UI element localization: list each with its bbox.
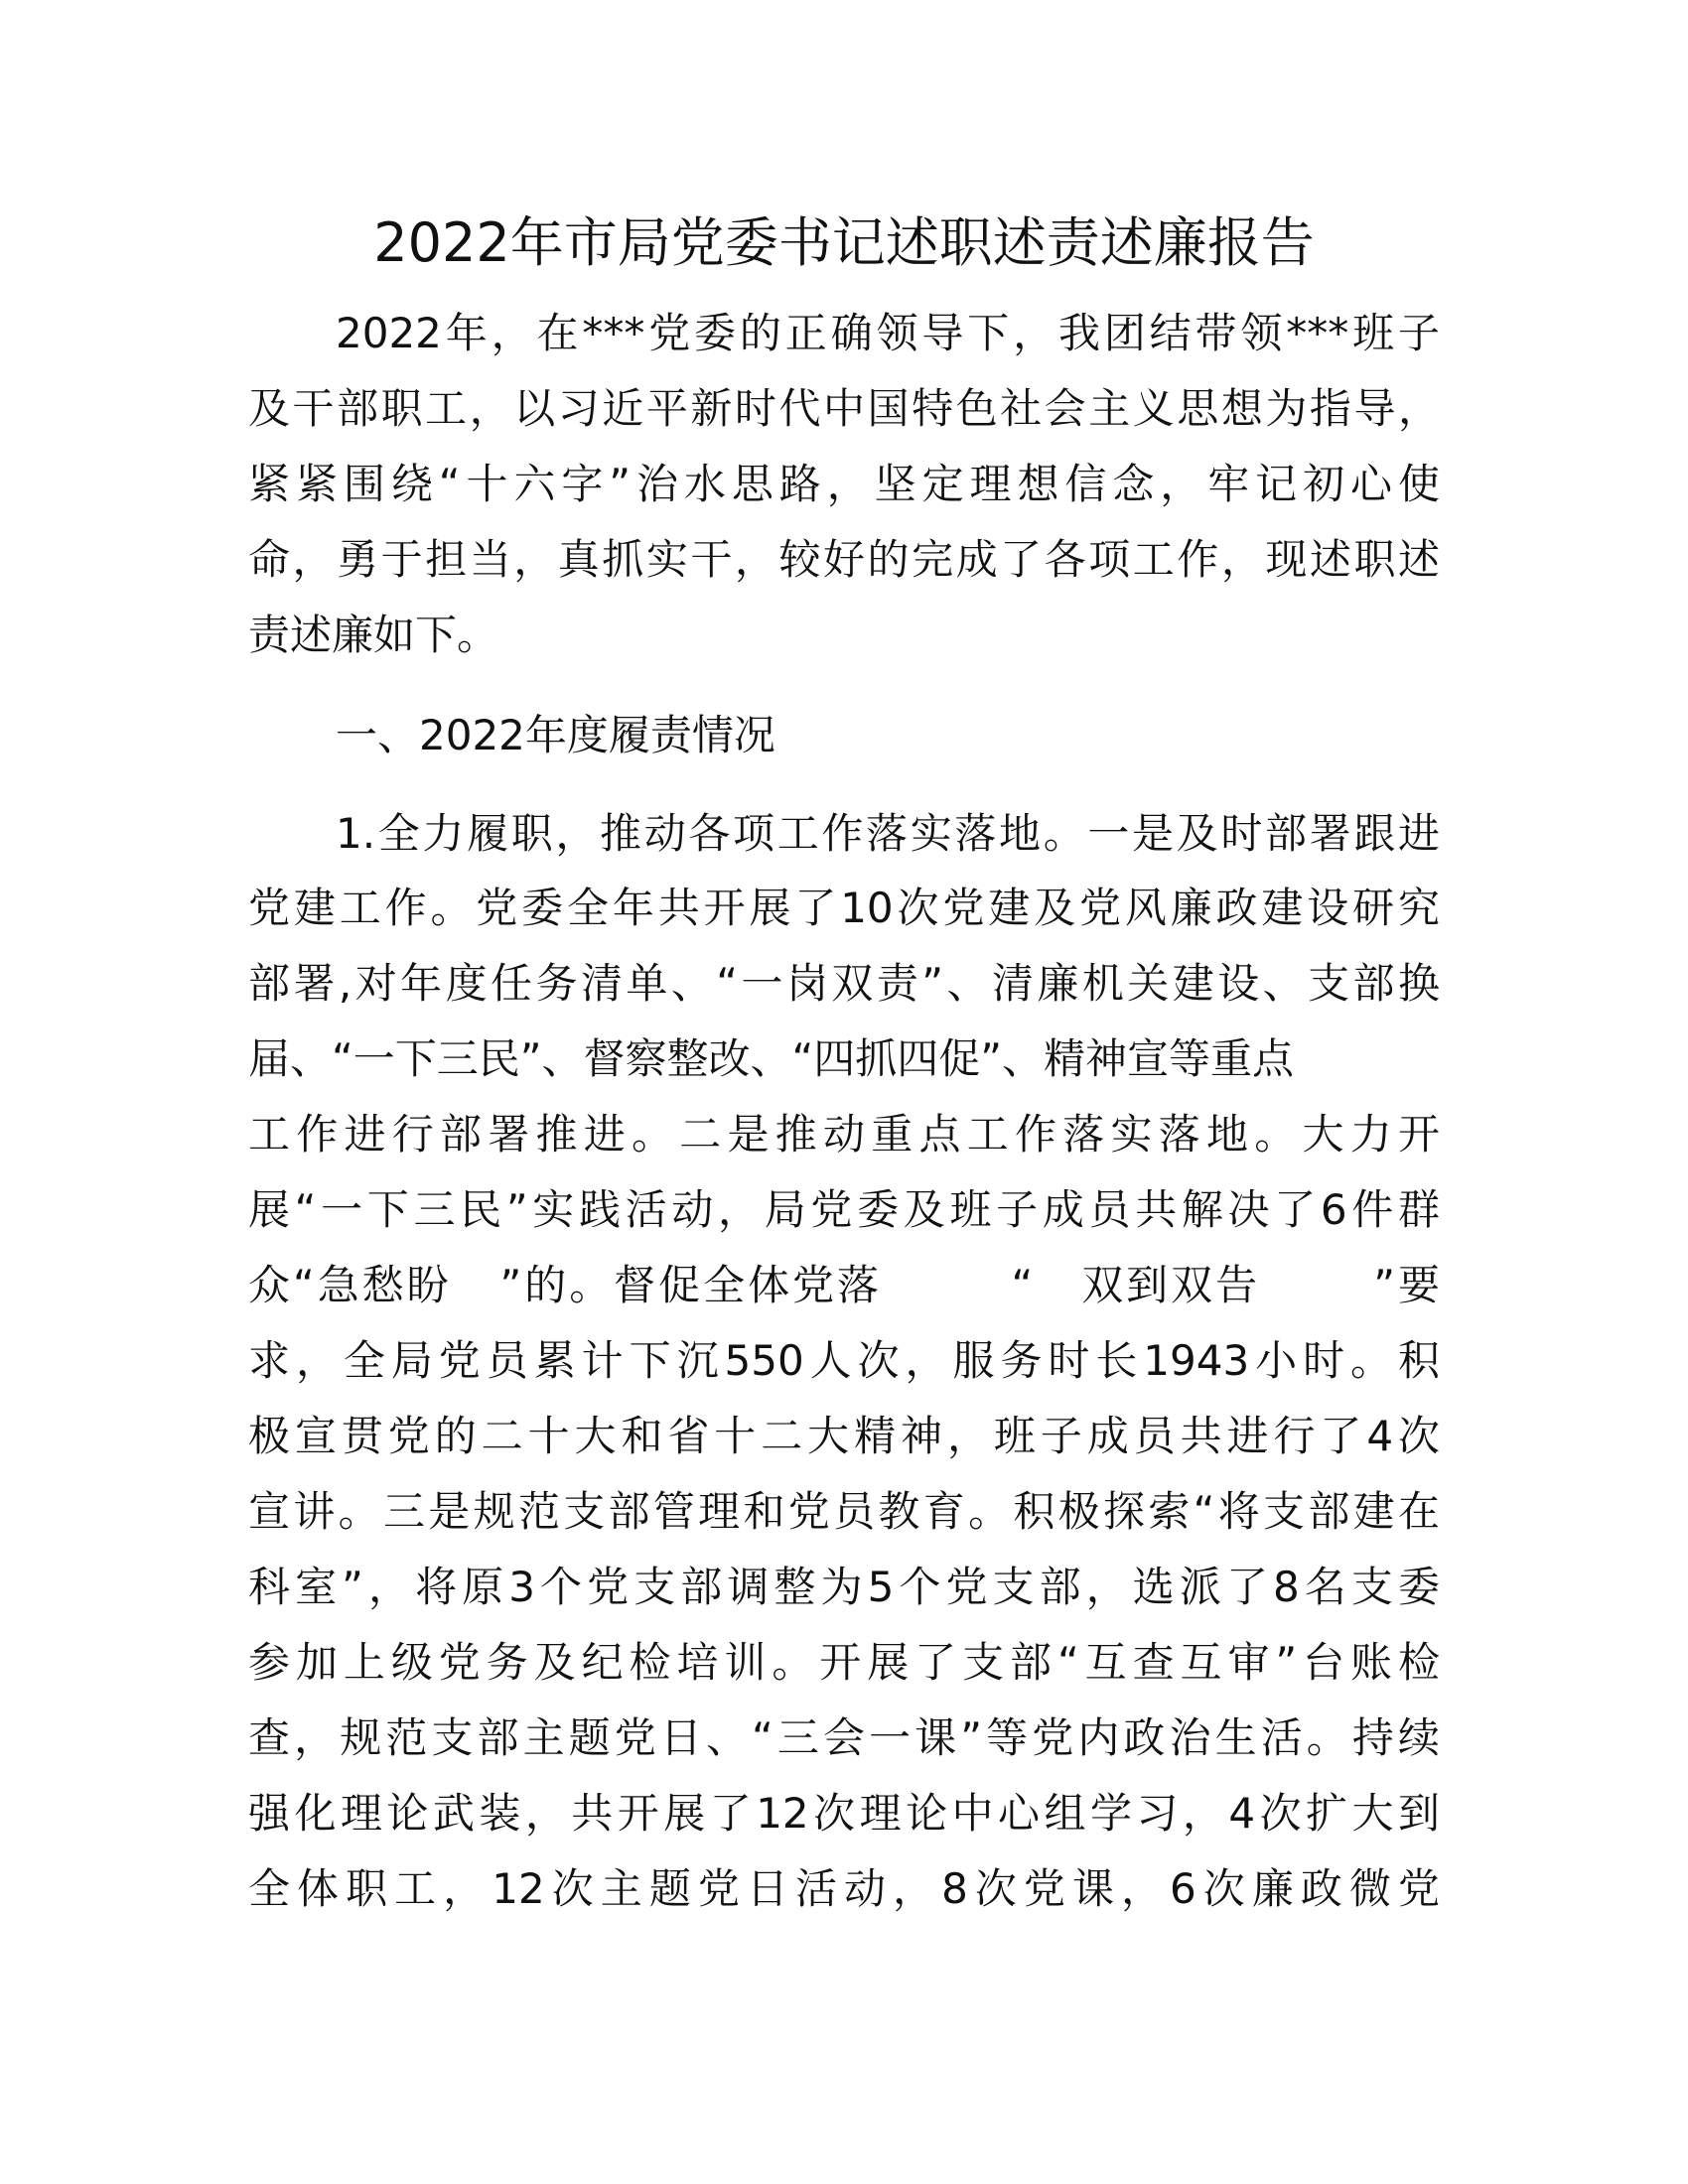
paragraph-2-line-2: 党建工作。党委全年共开展了10次党建及党风廉政建设研究 bbox=[248, 884, 1440, 932]
paragraph-2-line-7: 众“急愁盼 ”的。督促全体党落 “ 双到双告 ”要 bbox=[248, 1261, 1440, 1309]
paragraph-1-line-1: 2022年，在***党委的正确领导下，我团结带领***班子 bbox=[336, 309, 1440, 357]
document-title: 2022年市局党委书记述职述责述廉报告 bbox=[373, 211, 1315, 274]
paragraph-2-line-5: 工作进行部署推进。二是推动重点工作落实落地。大力开 bbox=[248, 1110, 1440, 1159]
paragraph-2-line-9: 极宣贯党的二十大和省十二大精神，班子成员共进行了4次 bbox=[248, 1412, 1440, 1460]
paragraph-2-line-13: 查，规范支部主题党日、“三会一课”等党内政治生活。持续 bbox=[248, 1713, 1440, 1762]
paragraph-2-line-15: 全体职工，12次主题党日活动，8次党课，6次廉政微党 bbox=[248, 1864, 1440, 1913]
section-heading: 一、2022年度履责情况 bbox=[336, 711, 775, 759]
paragraph-2-line-11: 科室”，将原3个党支部调整为5个党支部，选派了8名支委 bbox=[248, 1563, 1440, 1611]
paragraph-2-line-6: 展“一下三民”实践活动，局党委及班子成员共解决了6件群 bbox=[248, 1185, 1440, 1234]
paragraph-1-line-4: 命，勇于担当，真抓实干，较好的完成了各项工作，现述职述 bbox=[248, 535, 1440, 584]
paragraph-2-line-10: 宣讲。三是规范支部管理和党员教育。积极探索“将支部建在 bbox=[248, 1487, 1440, 1536]
paragraph-2-line-8: 求，全局党员累计下沉550人次，服务时长1943小时。积 bbox=[248, 1336, 1440, 1385]
paragraph-2-line-4: 届、“一下三民”、督察整改、“四抓四促”、精神宣等重点 bbox=[248, 1034, 1295, 1083]
paragraph-1-line-5: 责述廉如下。 bbox=[248, 611, 499, 659]
paragraph-2-line-14: 强化理论武装，共开展了12次理论中心组学习，4次扩大到 bbox=[248, 1789, 1440, 1838]
paragraph-2-line-3: 部署,对年度任务清单、“一岗双责”、清廉机关建设、支部换 bbox=[248, 959, 1440, 1008]
paragraph-2-line-12: 参加上级党务及纪检培训。开展了支部“互查互审”台账检 bbox=[248, 1638, 1440, 1687]
paragraph-1-line-3: 紧紧围绕“十六字”治水思路，坚定理想信念，牢记初心使 bbox=[248, 460, 1440, 508]
paragraph-2-line-1: 1.全力履职，推动各项工作落实落地。一是及时部署跟进 bbox=[336, 809, 1440, 858]
paragraph-1-line-2: 及干部职工，以习近平新时代中国特色社会主义思想为指导， bbox=[248, 384, 1440, 433]
